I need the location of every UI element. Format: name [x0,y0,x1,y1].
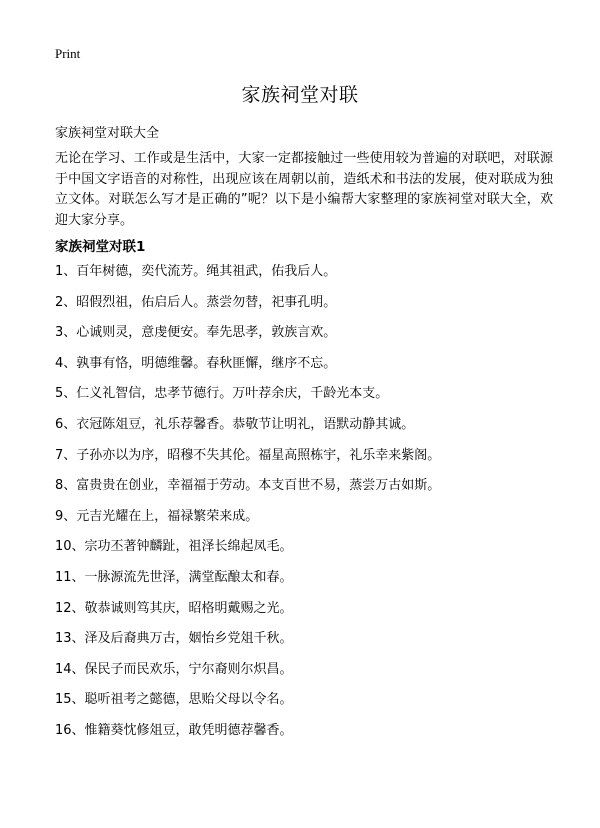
section-heading: 家族祠堂对联1 [55,239,146,255]
couplet-item: 1、百年树德，奕代流芳。绳其祖武，佑我后人。 [55,264,337,279]
page-title: 家族祠堂对联 [241,84,359,106]
couplet-item: 11、一脉源流先世泽，满堂酝酿太和春。 [55,569,293,585]
couplet-list [55,262,555,752]
couplet-item: 16、惟籍葵忱修俎豆，敢凭明德荐馨香。 [55,722,293,738]
article-subtitle: 家族祠堂对联大全 [55,126,160,141]
couplet-item: 5、仁义礼智信，忠孝节德行。万叶荐余庆，千龄光本支。 [55,386,389,402]
couplet-item: 4、孰事有恪，明德维馨。春秋匪懈，继序不忘。 [55,355,337,371]
couplet-item: 6、衣冠陈俎豆，礼乐荐馨香。恭敬节让明礼，语默动静其诚。 [55,416,415,432]
couplet-item: 7、子孙亦以为序，昭穆不失其伦。福星高照栋宇，礼乐幸来紫阁。 [55,447,441,463]
couplet-item: 12、敬恭诚则笃其庆，昭格明戴赐之光。 [55,600,293,616]
print-link[interactable]: Print [55,46,81,61]
couplet-item: 3、心诚则灵，意虔便安。奉先思孝，敦族言欢。 [55,325,337,341]
couplet-item: 8、富贵贵在创业，幸福福于劳动。本支百世不易，蒸尝万古如斯。 [55,478,441,494]
couplet-item: 13、泽及后裔典万古，姻怡乡党俎千秋。 [55,631,293,647]
intro-paragraph: 无论在学习、工作或是生活中，大家一定都接触过一些使用较为普遍的对联吧，对联源于中国文字语音的对称性，出现应该在周朝以前，造纸术和书法的发展，使对联成为独立文体。对联怎么写才是正确的”呢？以下是小编帮大家整理的家族祠堂对联大全，欢迎大家分享。 [55,151,553,228]
couplet-item: 15、聪听祖考之懿德，思贻父母以令名。 [55,692,293,708]
couplet-item: 14、保民子而民欢乐，宁尔裔则尔炽昌。 [55,661,293,677]
couplet-item: 2、昭假烈祖，佑启后人。蒸尝勿替，祀事孔明。 [55,294,337,310]
couplet-item: 9、元吉光耀在上，福禄繁荣来成。 [55,508,259,524]
couplet-item: 10、宗功丕著钟麟趾，祖泽长绵起凤毛。 [55,539,293,555]
